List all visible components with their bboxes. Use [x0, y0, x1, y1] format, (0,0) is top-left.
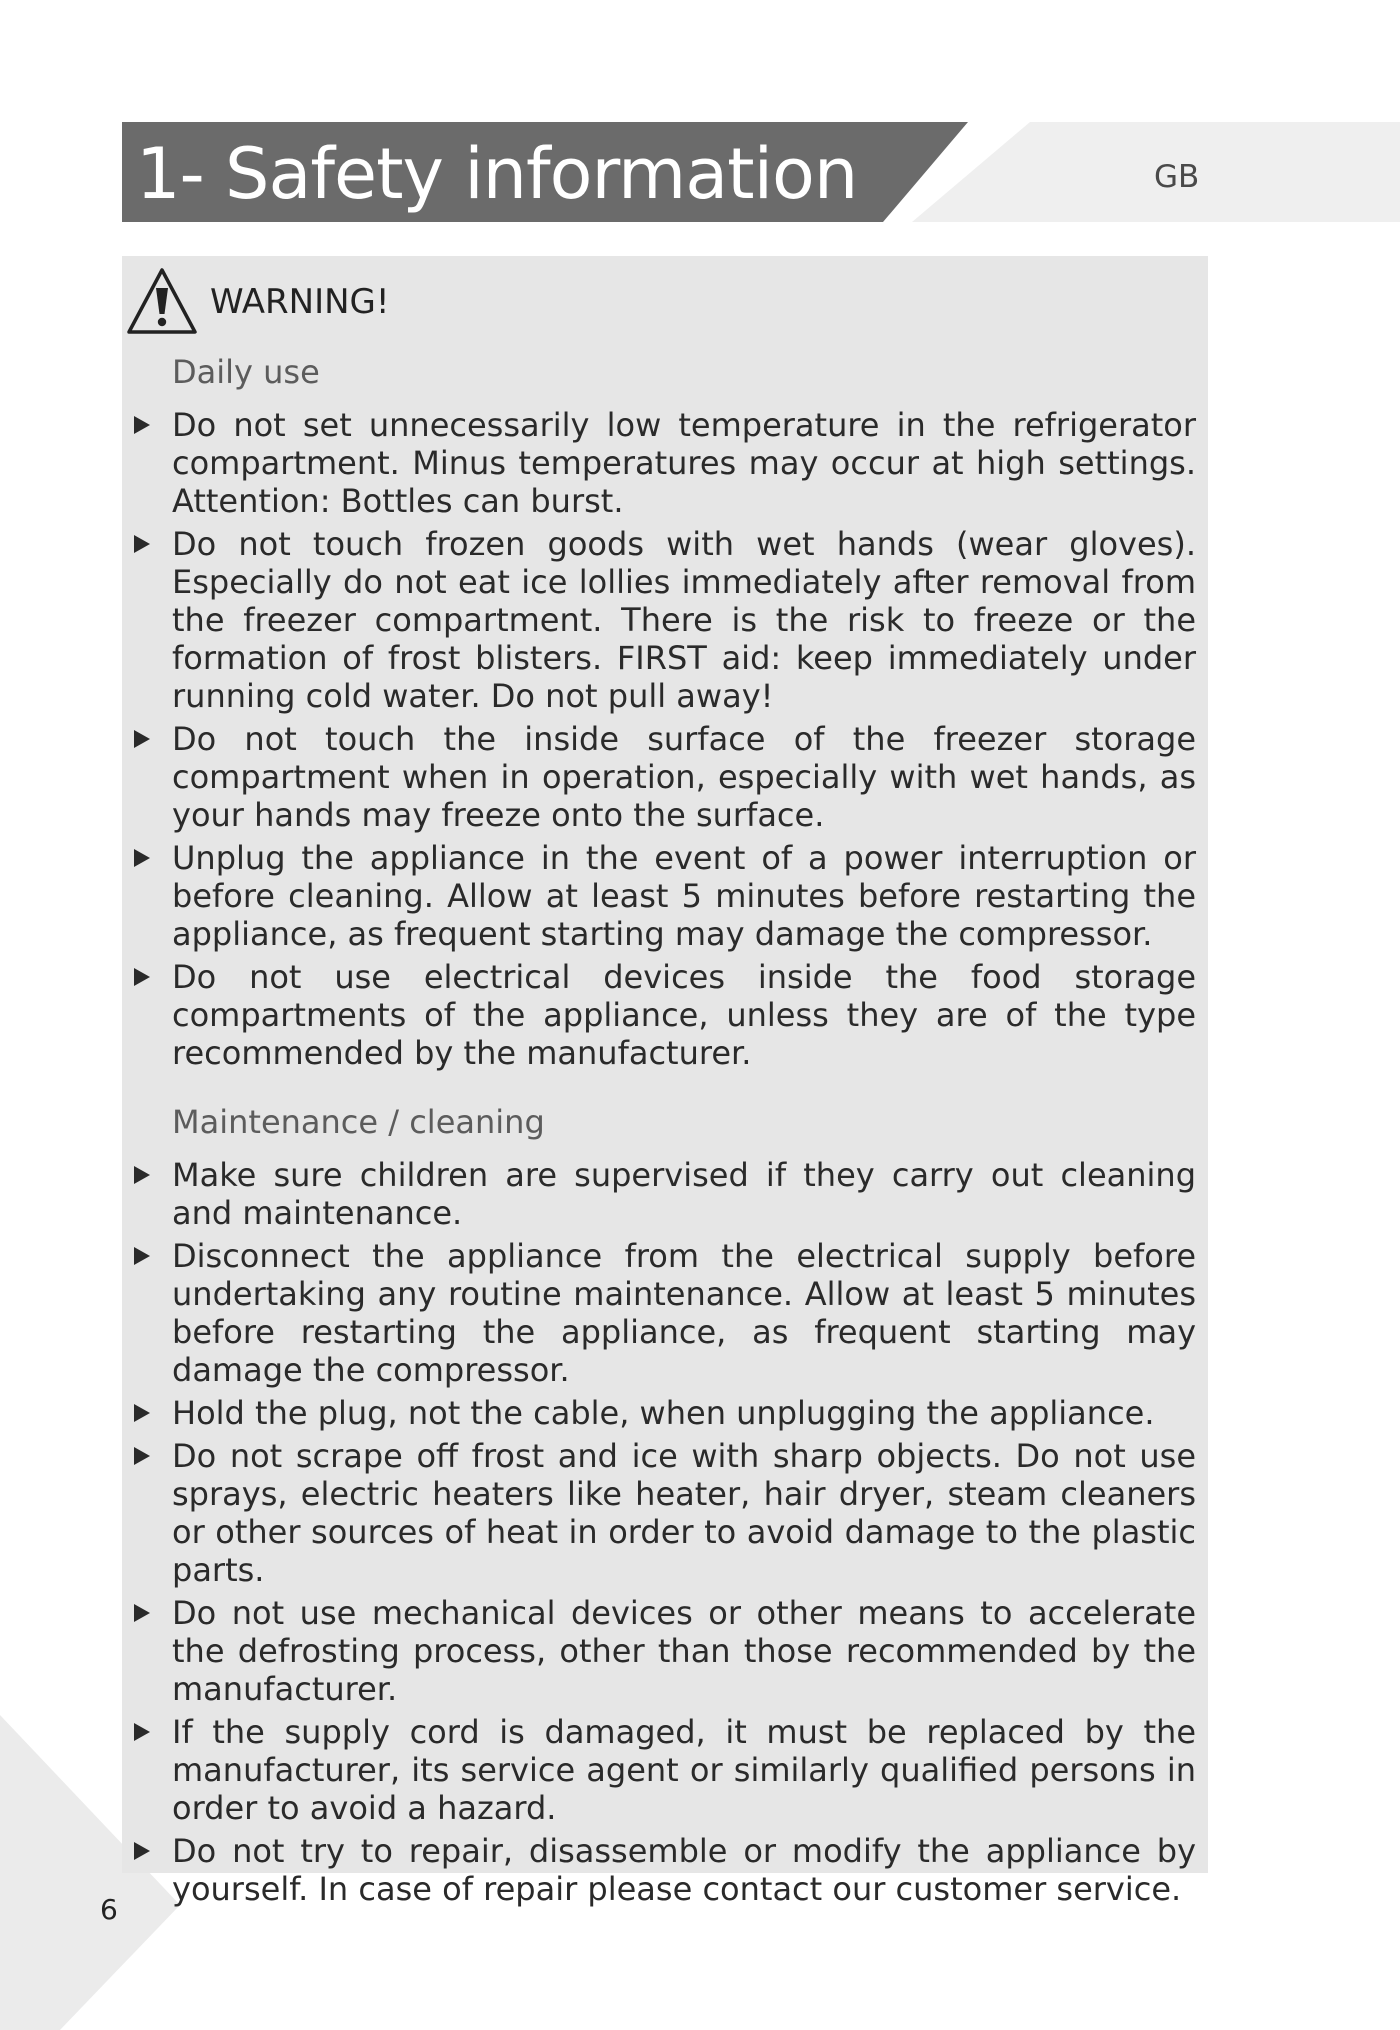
section-heading: Maintenance / cleaning — [172, 1103, 545, 1141]
bullet-list — [130, 406, 1196, 1072]
bullet-arrow-icon — [134, 1842, 150, 1860]
list-item — [130, 958, 1196, 1072]
list-item-text: Do not use electrical devices inside the food storage compartments of the appliance, unless they are of the type recommended by the manufacturer. — [172, 958, 1196, 1072]
bullet-arrow-icon — [134, 535, 150, 553]
list-item — [130, 1156, 1196, 1232]
list-item — [130, 839, 1196, 953]
bullet-arrow-icon — [134, 1447, 150, 1465]
page-title: 1- Safety information — [136, 133, 858, 215]
list-item-text: Unplug the appliance in the event of a power interruption or before cleaning. Allow at least 5 minutes before restarting the appliance, as frequent starting may damage the compressor. — [172, 839, 1196, 953]
section-heading: Daily use — [172, 353, 320, 391]
bullet-arrow-icon — [134, 1404, 150, 1422]
list-item — [130, 1713, 1196, 1827]
warning-label: WARNING! — [210, 282, 390, 322]
bullet-arrow-icon — [134, 730, 150, 748]
language-code: GB — [1154, 159, 1200, 195]
list-item — [130, 1394, 1196, 1432]
bullet-arrow-icon — [134, 849, 150, 867]
bullet-arrow-icon — [134, 1723, 150, 1741]
list-item — [130, 1594, 1196, 1708]
list-item — [130, 406, 1196, 520]
list-item — [130, 720, 1196, 834]
list-item — [130, 1237, 1196, 1389]
list-item-text: Do not scrape off frost and ice with sharp objects. Do not use sprays, electric heaters like heater, hair dryer, steam cleaners or other sources of heat in order to avoid damage to the plastic parts. — [172, 1437, 1196, 1589]
section-maintenance-cleaning — [130, 1094, 1196, 1913]
list-item — [130, 525, 1196, 715]
list-item-text: Do not try to repair, disassemble or modify the appliance by yourself. In case of repair please contact our customer service. — [172, 1832, 1196, 1908]
warning-header — [126, 264, 390, 340]
section-daily-use — [130, 344, 1196, 1077]
list-item-text: Make sure children are supervised if they carry out cleaning and maintenance. — [172, 1156, 1196, 1232]
list-item-text: Hold the plug, not the cable, when unplugging the appliance. — [172, 1394, 1155, 1432]
list-item — [130, 1832, 1196, 1908]
list-item-text: Disconnect the appliance from the electrical supply before undertaking any routine maintenance. Allow at least 5 minutes before restarting the appliance, as frequent starting may damage the compressor. — [172, 1237, 1196, 1389]
page-number: 6 — [100, 1893, 118, 1926]
list-item-text: If the supply cord is damaged, it must be replaced by the manufacturer, its service agent or similarly qualified persons in order to avoid a hazard. — [172, 1713, 1196, 1827]
list-item — [130, 1437, 1196, 1589]
list-item-text: Do not use mechanical devices or other means to accelerate the defrosting process, other than those recommended by the manufacturer. — [172, 1594, 1196, 1708]
bullet-arrow-icon — [134, 1166, 150, 1184]
bullet-list — [130, 1156, 1196, 1908]
bullet-arrow-icon — [134, 968, 150, 986]
bullet-arrow-icon — [134, 1604, 150, 1622]
bullet-arrow-icon — [134, 1247, 150, 1265]
list-item-text: Do not touch the inside surface of the freezer storage compartment when in operation, especially with wet hands, as your hands may freeze onto the surface. — [172, 720, 1196, 834]
list-item-text: Do not set unnecessarily low temperature in the refrigerator compartment. Minus temperatures may occur at high settings. Attention: Bottles can burst. — [172, 406, 1196, 520]
bullet-arrow-icon — [134, 416, 150, 434]
list-item-text: Do not touch frozen goods with wet hands (wear gloves). Especially do not eat ice lollies immediately after removal from the freezer compartment. There is the risk to freeze or the formation of frost blisters. FIRST aid: keep immediately under running cold water. Do not pull away! — [172, 525, 1196, 715]
warning-triangle-icon — [126, 266, 198, 338]
